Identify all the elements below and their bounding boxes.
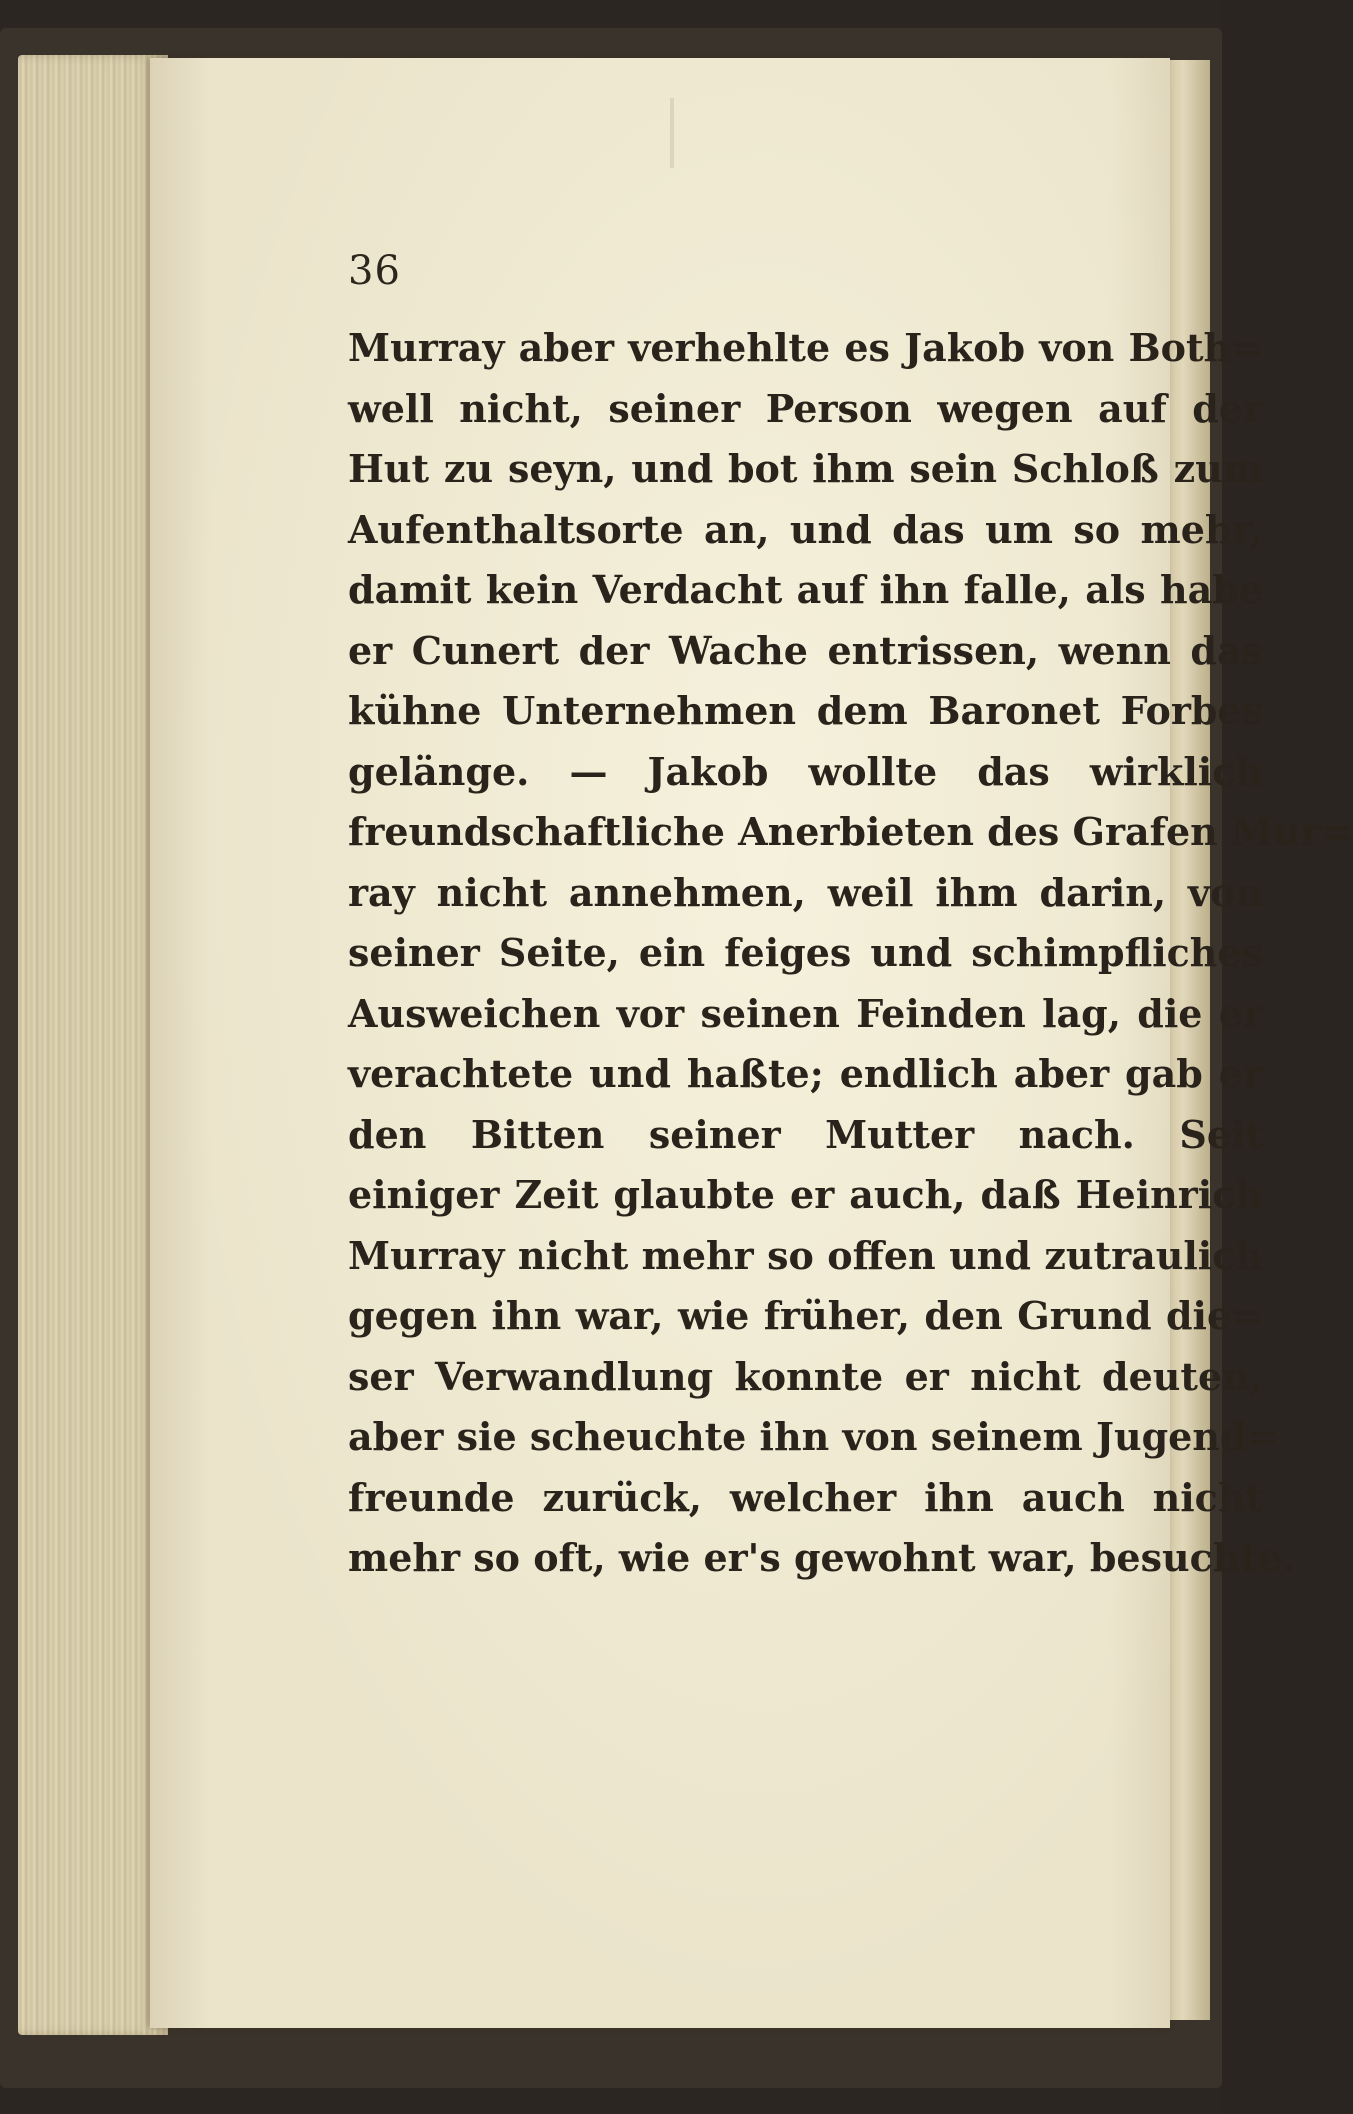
text-line: Murray nicht mehr so offen und zutraulich	[348, 1232, 1263, 1278]
text-line: freundschaftliche Anerbieten des Grafen Mur=	[348, 809, 1353, 854]
text-line: Murray aber verhehlte es Jakob von Both=	[348, 325, 1263, 370]
text-line: aber sie scheuchte ihn von seinem Jugend=	[348, 1414, 1279, 1459]
text-line: ray nicht annehmen, weil ihm darin, von	[348, 869, 1263, 915]
text-line: kühne Unternehmen dem Baronet Forbes	[348, 688, 1263, 733]
text-line: ser Verwandlung konnte er nicht deuten,	[348, 1353, 1263, 1399]
book-page	[150, 58, 1353, 2028]
text-line: gegen ihn war, wie früher, den Grund die=	[348, 1293, 1263, 1338]
text-line: well nicht, seiner Person wegen auf der	[348, 385, 1263, 431]
text-line: den Bitten seiner Mutter nach. Seit	[348, 1111, 1263, 1157]
text-line: freunde zurück, welcher ihn auch nicht	[348, 1474, 1263, 1520]
page-number: 36	[348, 248, 401, 294]
text-line: mehr so oft, wie er's gewohnt war, besuchte.	[348, 1535, 1296, 1580]
text-line: verachtete und haßte; endlich aber gab er	[348, 1051, 1263, 1096]
body-text	[348, 318, 1353, 1589]
page-edges	[18, 55, 168, 2035]
text-line: Ausweichen vor seinen Feinden lag, die er	[348, 990, 1263, 1036]
text-line: Hut zu seyn, und bot ihm sein Schloß zum	[348, 446, 1263, 491]
text-line: Aufenthaltsorte an, und das um so mehr,	[348, 506, 1263, 552]
text-line: damit kein Verdacht auf ihn falle, als habe	[348, 567, 1263, 612]
text-line: gelänge. — Jakob wollte das wirklich	[348, 748, 1263, 794]
text-line: er Cunert der Wache entrissen, wenn das	[348, 627, 1263, 673]
page-smudge	[670, 98, 674, 168]
text-line: einiger Zeit glaubte er auch, daß Heinrich	[348, 1172, 1263, 1217]
text-line: seiner Seite, ein feiges und schimpfliches	[348, 930, 1263, 975]
